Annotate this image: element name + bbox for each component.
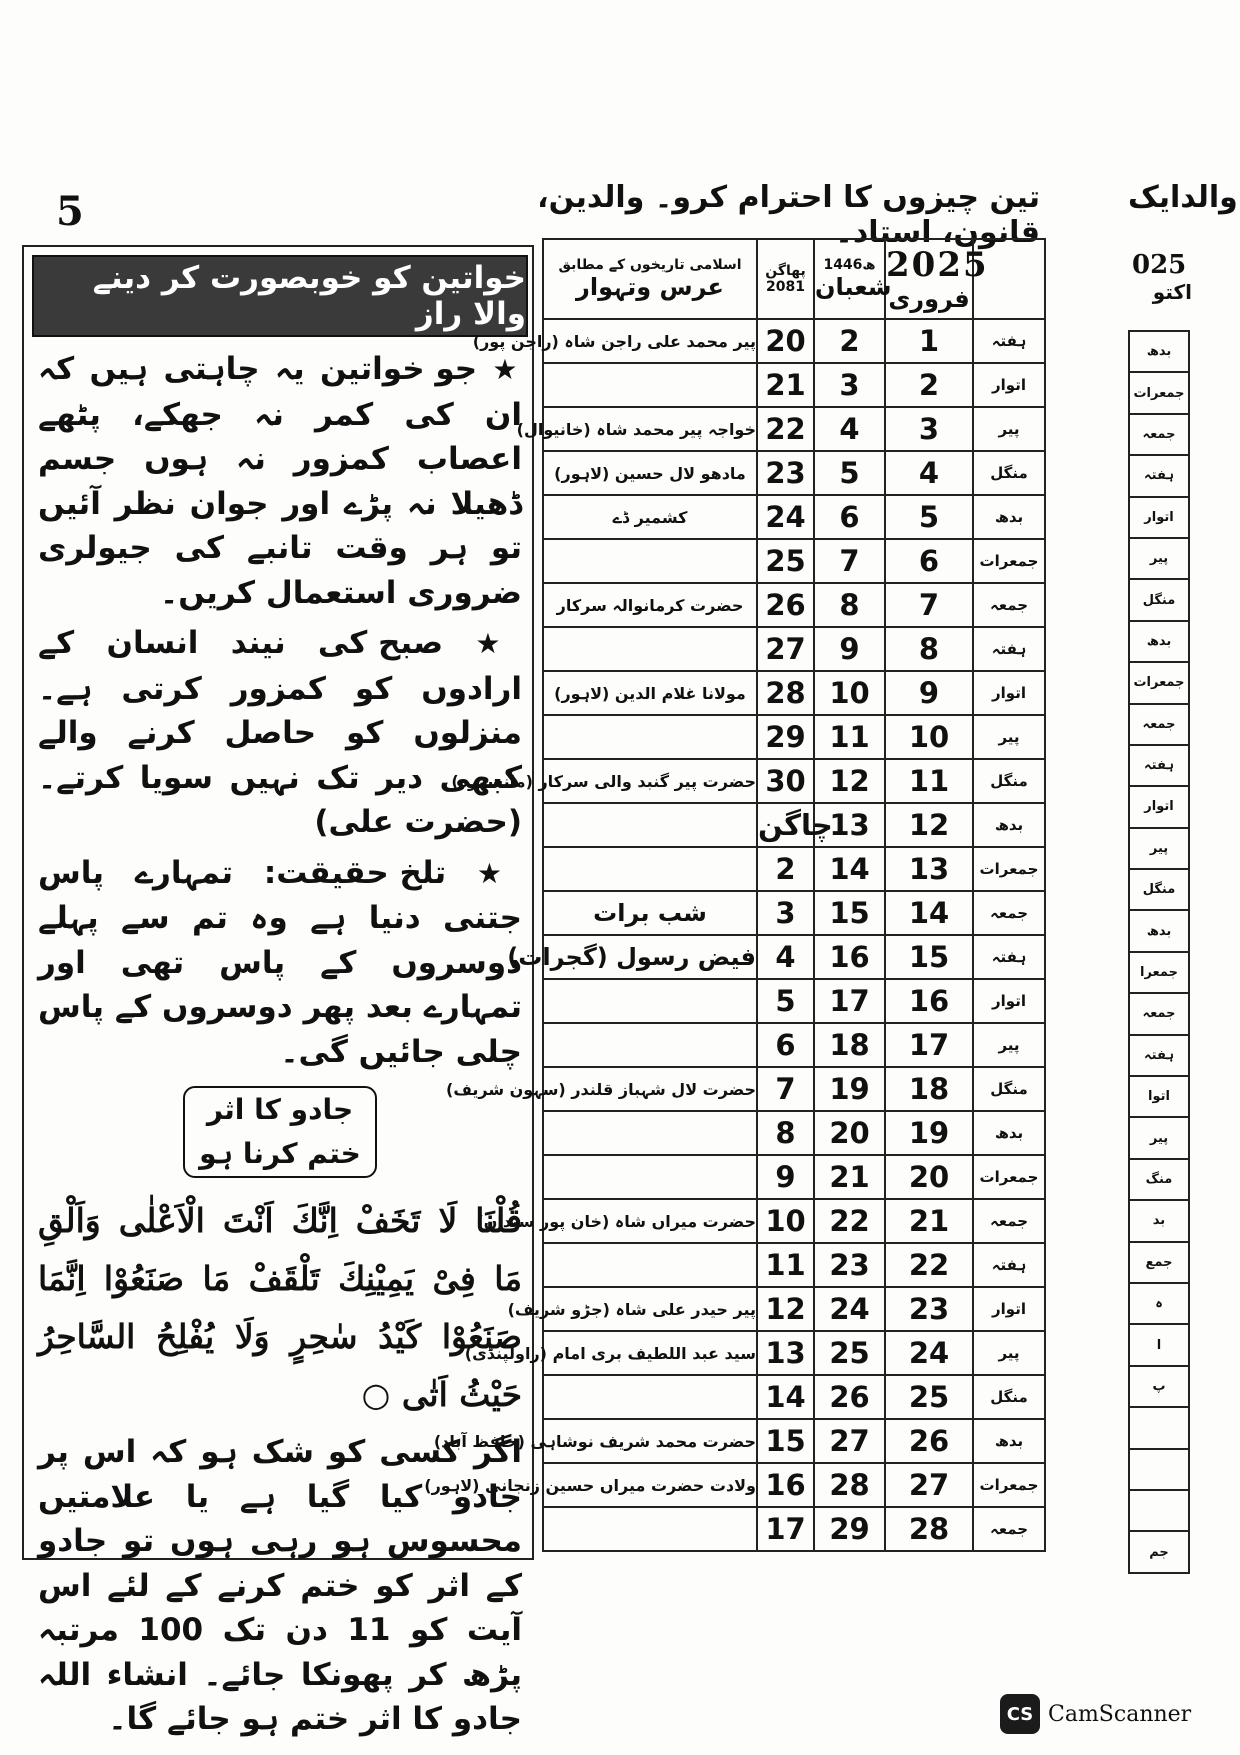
event-cell: خواجہ پیر محمد شاہ (خانیوال) (543, 407, 757, 451)
gregorian-date-cell: 27 (885, 1463, 973, 1507)
strip-day-cell: جمعرات (1129, 662, 1189, 703)
weekday-cell: پیر (973, 407, 1045, 451)
bikrami-date-cell: 13 (757, 1331, 814, 1375)
bikrami-date-cell: 5 (757, 979, 814, 1023)
weekday-cell: جمعہ (973, 1507, 1045, 1551)
hijri-date-cell: 11 (814, 715, 885, 759)
hijri-date-cell: 18 (814, 1023, 885, 1067)
star-icon: ★ (492, 353, 523, 386)
gregorian-date-cell: 6 (885, 539, 973, 583)
strip-day-cell: جمعہ (1129, 414, 1189, 455)
calendar-row (543, 539, 1045, 583)
event-cell: مادھو لال حسین (لاہور) (543, 451, 757, 495)
hijri-date-cell: 19 (814, 1067, 885, 1111)
calendar-row (543, 1023, 1045, 1067)
event-cell: حضرت کرمانوالہ سرکار (543, 583, 757, 627)
strip-day-cell: بدھ (1129, 910, 1189, 951)
event-cell (543, 363, 757, 407)
weekday-cell: جمعہ (973, 583, 1045, 627)
event-cell: مولانا غلام الدین (لاہور) (543, 671, 757, 715)
hijri-date-cell: 26 (814, 1375, 885, 1419)
event-cell (543, 1375, 757, 1419)
header-hijri: 1446ھ شعبان (814, 239, 885, 319)
calendar-row (543, 363, 1045, 407)
weekday-cell: پیر (973, 1023, 1045, 1067)
strip-day-cell (1129, 1490, 1189, 1531)
event-cell (543, 847, 757, 891)
gregorian-date-cell: 23 (885, 1287, 973, 1331)
february-calendar-table (424, 238, 1046, 1552)
hijri-date-cell: 2 (814, 319, 885, 363)
event-cell (543, 627, 757, 671)
weekday-cell: بدھ (973, 803, 1045, 847)
hijri-date-cell: 20 (814, 1111, 885, 1155)
gregorian-date-cell: 19 (885, 1111, 973, 1155)
gregorian-date-cell: 16 (885, 979, 973, 1023)
gregorian-date-cell: 7 (885, 583, 973, 627)
hijri-date-cell: 5 (814, 451, 885, 495)
strip-day-cell: جمعہ (1129, 993, 1189, 1034)
strip-day-cell: پیر (1129, 828, 1189, 869)
gregorian-date-cell: 4 (885, 451, 973, 495)
article-title: خواتین کو خوبصورت کر دینے والا راز (32, 255, 528, 337)
hijri-date-cell: 13 (814, 803, 885, 847)
left-article-column (22, 245, 534, 1737)
strip-day-cell: ہفتہ (1129, 455, 1189, 496)
weekday-cell: اتوار (973, 1287, 1045, 1331)
hijri-date-cell: 14 (814, 847, 885, 891)
hijri-date-cell: 28 (814, 1463, 885, 1507)
bikrami-date-cell: 27 (757, 627, 814, 671)
gregorian-date-cell: 18 (885, 1067, 973, 1111)
hijri-date-cell: 23 (814, 1243, 885, 1287)
event-cell: سید عبد اللطیف بری امام (راولپنڈی) (543, 1331, 757, 1375)
page-number: 5 (56, 188, 84, 235)
strip-day-cell (1129, 1449, 1189, 1490)
calendar-row (543, 715, 1045, 759)
camscanner-logo-icon: CS (1000, 1694, 1040, 1734)
camscanner-watermark (1000, 1694, 1191, 1734)
strip-day-cell (1129, 1407, 1189, 1448)
gregorian-date-cell: 2 (885, 363, 973, 407)
weekday-cell: ہفتہ (973, 319, 1045, 363)
bikrami-date-cell: 2 (757, 847, 814, 891)
weekday-cell: منگل (973, 451, 1045, 495)
weekday-cell: بدھ (973, 1111, 1045, 1155)
hijri-date-cell: 10 (814, 671, 885, 715)
bikrami-date-cell: 11 (757, 1243, 814, 1287)
bikrami-date-cell: 22 (757, 407, 814, 451)
weekday-cell: ہفتہ (973, 1243, 1045, 1287)
strip-day-cell: جم (1129, 1531, 1189, 1572)
star-icon: ★ (475, 627, 522, 660)
calendar-row (543, 1243, 1045, 1287)
gregorian-date-cell: 12 (885, 803, 973, 847)
bikrami-date-cell: 8 (757, 1111, 814, 1155)
hijri-date-cell: 3 (814, 363, 885, 407)
event-cell: حضرت میراں شاہ (خان پور سیداں) (543, 1199, 757, 1243)
calendar-row (543, 1375, 1045, 1419)
calendar-row (543, 495, 1045, 539)
hijri-date-cell: 27 (814, 1419, 885, 1463)
hijri-date-cell: 7 (814, 539, 885, 583)
gregorian-date-cell: 15 (885, 935, 973, 979)
strip-day-cell: اتوار (1129, 786, 1189, 827)
event-cell: حضرت محمد شریف نوشاہی (حافظ آباد) (543, 1419, 757, 1463)
weekday-cell: منگل (973, 759, 1045, 803)
strip-day-cell: جمعہ (1129, 704, 1189, 745)
paragraph-copper-jewelry: ★ جو خواتین یہ چاہتی ہیں کہ ان کی کمر نہ جھکے، پٹھے اعصاب کمزور نہ ہوں جسم ڈھیلا نہ پڑے اور جوان نظر آئیں تو ہر وقت تانبے کی جیولری ضروری استعمال کریں۔ (38, 351, 523, 611)
weekday-cell: منگل (973, 1067, 1045, 1111)
strip-day-cell: اتوا (1129, 1076, 1189, 1117)
hijri-date-cell: 25 (814, 1331, 885, 1375)
gregorian-date-cell: 28 (885, 1507, 973, 1551)
event-cell: ولادت حضرت میراں حسین زنجانی (لاہور) (543, 1463, 757, 1507)
gregorian-date-cell: 26 (885, 1419, 973, 1463)
strip-day-cell: اتوار (1129, 497, 1189, 538)
article-body (38, 347, 522, 1748)
event-cell: فیض رسول (گجرات) (543, 935, 757, 979)
bikrami-date-cell: 4 (757, 935, 814, 979)
bikrami-date-cell: چاگن (757, 803, 814, 847)
gregorian-date-cell: 3 (885, 407, 973, 451)
hijri-date-cell: 29 (814, 1507, 885, 1551)
calendar-row (543, 1155, 1045, 1199)
gregorian-date-cell: 24 (885, 1331, 973, 1375)
bikrami-date-cell: 9 (757, 1155, 814, 1199)
weekday-cell: جمعہ (973, 1199, 1045, 1243)
header-events: اسلامی تاریخوں کے مطابق عرس وتہوار (543, 239, 757, 319)
bikrami-date-cell: 29 (757, 715, 814, 759)
paragraph-instructions: اگر کسی کو شک ہو کہ اس پر جادو کیا گیا ہے یا علامتیں محسوس ہو رہی ہوں تو جادو کے اثر کو ختم کرنے کے لئے اس آیت کو 11 دن تک 100 مرتبہ پڑھ کر پھونکا جائے۔ انشاء اللہ جادو کا اثر ختم ہو جائے گا۔ (38, 1434, 522, 1737)
header-bikrami: پھاگن 2081 (757, 239, 814, 319)
calendar-row (543, 1067, 1045, 1111)
strip-year: 025 (1132, 250, 1187, 280)
gregorian-date-cell: 8 (885, 627, 973, 671)
strip-day-cell: ہ (1129, 1283, 1189, 1324)
gregorian-date-cell: 10 (885, 715, 973, 759)
gregorian-date-cell: 25 (885, 1375, 973, 1419)
gregorian-date-cell: 1 (885, 319, 973, 363)
bikrami-date-cell: 10 (757, 1199, 814, 1243)
weekday-cell: جمعرات (973, 1463, 1045, 1507)
event-cell: پیر محمد علی راجن شاہ (راجن پور) (543, 319, 757, 363)
gregorian-date-cell: 17 (885, 1023, 973, 1067)
strip-day-cell: پ (1129, 1366, 1189, 1407)
weekday-cell: بدھ (973, 1419, 1045, 1463)
bikrami-date-cell: 20 (757, 319, 814, 363)
camscanner-label: CamScanner (1048, 1701, 1192, 1727)
gregorian-date-cell: 21 (885, 1199, 973, 1243)
weekday-cell: اتوار (973, 363, 1045, 407)
strip-day-cell: ہفتہ (1129, 1035, 1189, 1076)
hijri-date-cell: 6 (814, 495, 885, 539)
paragraph-bitter-truth: ★ تلخ حقیقت: تمہارے پاس جتنی دنیا ہے وہ تم سے پہلے دوسروں کے پاس تھی اور تمہارے بعد پھر دوسروں کے پاس چلی جائیں گی۔ (38, 854, 522, 1070)
hijri-date-cell: 16 (814, 935, 885, 979)
event-cell: شب برات (543, 891, 757, 935)
calendar-row (543, 1199, 1045, 1243)
weekday-cell: منگل (973, 1375, 1045, 1419)
bikrami-date-cell: 30 (757, 759, 814, 803)
bikrami-date-cell: 12 (757, 1287, 814, 1331)
calendar-row (543, 847, 1045, 891)
hijri-date-cell: 21 (814, 1155, 885, 1199)
bikrami-date-cell: 26 (757, 583, 814, 627)
hijri-date-cell: 22 (814, 1199, 885, 1243)
weekday-cell: جمعہ (973, 891, 1045, 935)
gregorian-date-cell: 11 (885, 759, 973, 803)
gregorian-date-cell: 13 (885, 847, 973, 891)
boxed-subheading: جادو کا اثر ختم کرنا ہو (183, 1086, 377, 1178)
bikrami-date-cell: 17 (757, 1507, 814, 1551)
calendar-row (543, 1463, 1045, 1507)
bikrami-date-cell: 3 (757, 891, 814, 935)
gregorian-date-cell: 5 (885, 495, 973, 539)
weekday-cell: اتوار (973, 979, 1045, 1023)
strip-day-cell: جمعرا (1129, 952, 1189, 993)
event-cell: حضرت لال شہباز قلندر (سہون شریف) (543, 1067, 757, 1111)
hijri-date-cell: 17 (814, 979, 885, 1023)
strip-day-cell: ا (1129, 1324, 1189, 1365)
event-cell (543, 1243, 757, 1287)
gregorian-date-cell: 14 (885, 891, 973, 935)
calendar-row (543, 759, 1045, 803)
weekday-cell: جمعرات (973, 847, 1045, 891)
next-page-title-fragment: والدایک (1128, 180, 1238, 215)
calendar-row (543, 891, 1045, 935)
event-cell (543, 1023, 757, 1067)
gregorian-date-cell: 9 (885, 671, 973, 715)
strip-day-cell: جمعرات (1129, 372, 1189, 413)
quran-verse: قُلْنَا لَا تَخَفْ اِنَّكَ اَنْتَ الْاَعْلٰى وَاَلْقِ مَا فِىْ يَمِيْنِكَ تَلْقَفْ مَا صَنَعُوْا اِنَّمَا صَنَعُوْا كَيْدُ سٰحِرٍ وَلَا يُفْلِحُ السَّاحِرُ حَيْثُ اَتٰى ○ (38, 1201, 522, 1414)
event-cell (543, 1155, 757, 1199)
weekday-cell: ہفتہ (973, 627, 1045, 671)
weekday-cell: جمعرات (973, 539, 1045, 583)
bikrami-date-cell: 7 (757, 1067, 814, 1111)
calendar-row (543, 979, 1045, 1023)
calendar-row (543, 319, 1045, 363)
hijri-date-cell: 8 (814, 583, 885, 627)
weekday-cell: اتوار (973, 671, 1045, 715)
strip-month: اکتو (1152, 280, 1192, 304)
hijri-date-cell: 15 (814, 891, 885, 935)
gregorian-date-cell: 20 (885, 1155, 973, 1199)
strip-day-cell: بدھ (1129, 621, 1189, 662)
weekday-cell: بدھ (973, 495, 1045, 539)
strip-day-cell: جمع (1129, 1242, 1189, 1283)
hijri-date-cell: 12 (814, 759, 885, 803)
calendar-row (543, 451, 1045, 495)
strip-day-cell: ہفتہ (1129, 745, 1189, 786)
bikrami-date-cell: 15 (757, 1419, 814, 1463)
calendar-row (543, 1507, 1045, 1551)
calendar-row (543, 935, 1045, 979)
strip-day-cell: بدھ (1129, 331, 1189, 372)
calendar-row (543, 1419, 1045, 1463)
gregorian-date-cell: 22 (885, 1243, 973, 1287)
event-cell: حضرت پیر گنبد والی سرکار (مانسہرہ) (543, 759, 757, 803)
event-cell (543, 979, 757, 1023)
event-cell: کشمیر ڈے (543, 495, 757, 539)
strip-day-cell: منگل (1129, 869, 1189, 910)
strip-day-cell: پیر (1129, 1117, 1189, 1158)
calendar-row (543, 583, 1045, 627)
bikrami-date-cell: 6 (757, 1023, 814, 1067)
strip-day-cell: بد (1129, 1200, 1189, 1241)
calendar-row (543, 671, 1045, 715)
header-quote: تین چیزوں کا احترام کرو۔ والدین، قانون، استاد۔ (537, 180, 1040, 250)
event-cell (543, 803, 757, 847)
calendar-row (543, 407, 1045, 451)
weekday-cell: پیر (973, 1331, 1045, 1375)
bikrami-date-cell: 21 (757, 363, 814, 407)
hijri-date-cell: 24 (814, 1287, 885, 1331)
header-gregorian: 2025 فروری (885, 239, 973, 319)
event-cell (543, 1507, 757, 1551)
calendar-row (543, 803, 1045, 847)
weekday-cell: پیر (973, 715, 1045, 759)
event-cell (543, 1111, 757, 1155)
event-cell (543, 715, 757, 759)
event-cell (543, 539, 757, 583)
hijri-date-cell: 9 (814, 627, 885, 671)
star-icon: ★ (476, 856, 522, 890)
hijri-date-cell: 4 (814, 407, 885, 451)
calendar-header-row (543, 239, 1045, 319)
bikrami-date-cell: 24 (757, 495, 814, 539)
calendar-row (543, 1111, 1045, 1155)
bikrami-date-cell: 28 (757, 671, 814, 715)
calendar-row (543, 627, 1045, 671)
strip-day-cell: پیر (1129, 538, 1189, 579)
strip-day-cell: منگل (1129, 579, 1189, 620)
calendar-row (543, 1287, 1045, 1331)
weekday-cell: جمعرات (973, 1155, 1045, 1199)
bikrami-date-cell: 23 (757, 451, 814, 495)
bikrami-date-cell: 16 (757, 1463, 814, 1507)
paragraph-morning-sleep: ★ صبح کی نیند انسان کے ارادوں کو کمزور کرتی ہے۔ منزلوں کو حاصل کرنے والے کبھی دیر تک نہیں سویا کرتے۔ (حضرت علی) (38, 625, 522, 840)
weekday-cell: ہفتہ (973, 935, 1045, 979)
next-page-strip-header (1132, 250, 1192, 304)
bikrami-date-cell: 25 (757, 539, 814, 583)
next-page-day-strip (1128, 330, 1190, 1574)
calendar-row (543, 1331, 1045, 1375)
strip-day-cell: منگ (1129, 1159, 1189, 1200)
event-cell: پیر حیدر علی شاہ (جڑو شریف) (543, 1287, 757, 1331)
bikrami-date-cell: 14 (757, 1375, 814, 1419)
